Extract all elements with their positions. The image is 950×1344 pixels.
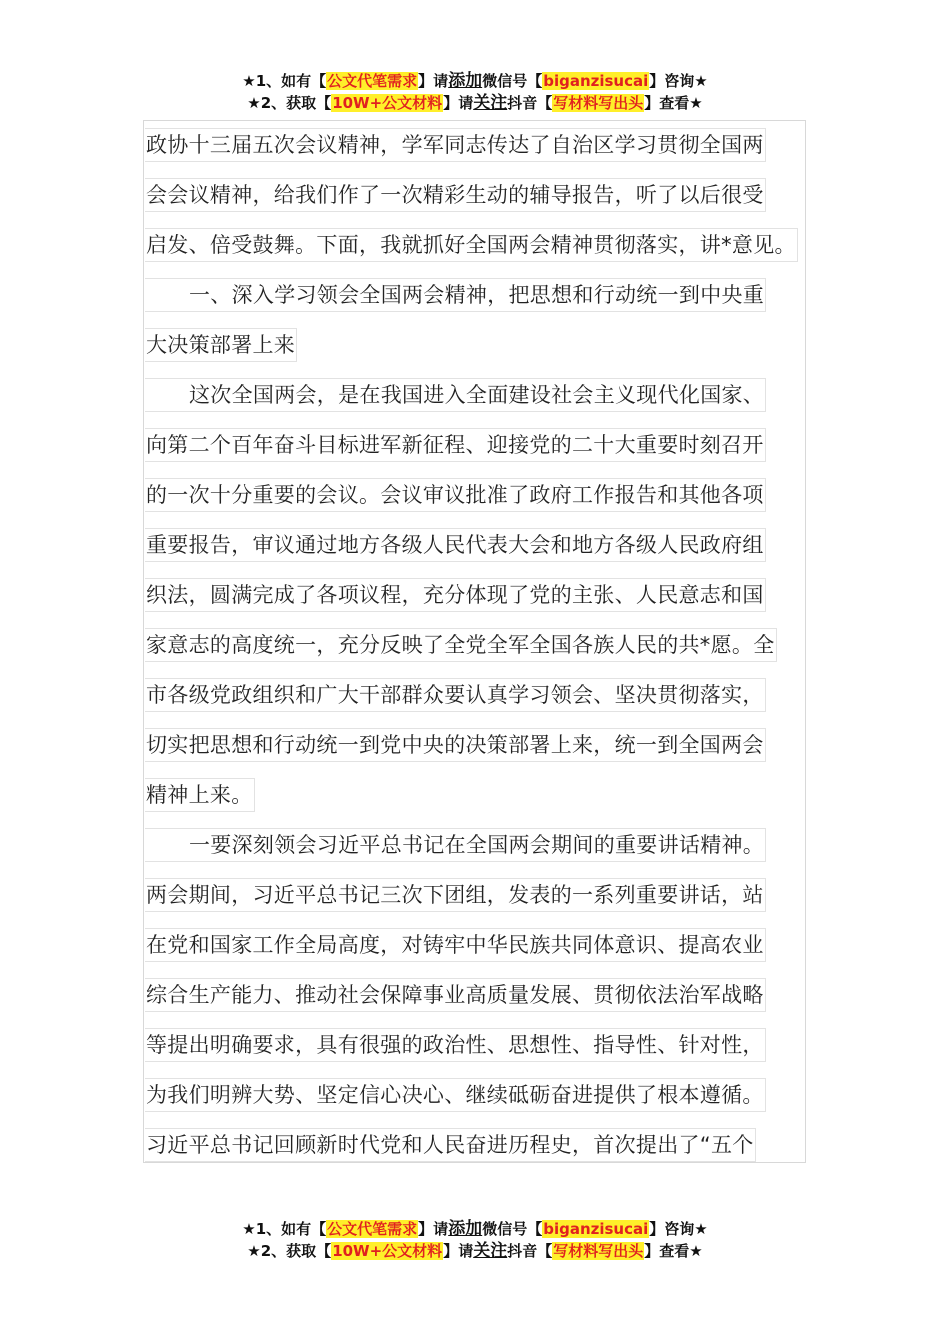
text-segment: 等提出明确要求，具有很强的政治性、思想性、指导性、针对性，: [145, 1028, 766, 1062]
banner-line-2: [0, 1240, 950, 1262]
text-segment: 切实把思想和行动统一到党中央的决策部署上来，统一到全国两会: [145, 728, 766, 762]
text-line: [145, 778, 835, 828]
banner-text: ★2、获取【: [247, 1242, 332, 1260]
banner-text: ★2、获取【: [247, 94, 332, 112]
text-segment: 在党和国家工作全局高度，对铸牢中华民族共同体意识、提高农业: [145, 928, 766, 962]
text-line: [145, 578, 835, 628]
text-segment: 综合生产能力、推动社会保障事业高质量发展、贯彻依法治军战略: [145, 978, 766, 1012]
text-segment: 习近平总书记回顾新时代党和人民奋进历程史，首次提出了“五个: [145, 1128, 756, 1162]
text-line: [145, 978, 835, 1028]
text-line: [145, 128, 835, 178]
document-body: [145, 128, 835, 1178]
text-segment: 为我们明辨大势、坚定信心决心、继续砥砺奋进提供了根本遵循。: [145, 1078, 766, 1112]
text-segment: 市各级党政组织和广大干部群众要认真学习领会、坚决贯彻落实，: [145, 678, 766, 712]
text-segment: 大决策部署上来: [145, 328, 297, 362]
text-segment: 启发、倍受鼓舞。下面，我就抓好全国两会精神贯彻落实，讲*意见。: [145, 228, 798, 262]
section-heading-line: [145, 278, 835, 328]
text-line: [145, 528, 835, 578]
text-segment: 两会期间，习近平总书记三次下团组，发表的一系列重要讲话，站: [145, 878, 766, 912]
text-segment: 一、深入学习领会全国两会精神，把思想和行动统一到中央重: [145, 278, 766, 312]
text-line: [145, 428, 835, 478]
banner-text: 】请: [418, 1220, 449, 1238]
text-line: [145, 178, 835, 228]
banner-line-1: [0, 1218, 950, 1240]
highlight-service: 公文代笔需求: [327, 1220, 418, 1238]
banner-text: ★1、如有【: [242, 1220, 327, 1238]
banner-text: 】查看★: [644, 1242, 703, 1260]
text-line: [145, 728, 835, 778]
banner-line-1: [0, 70, 950, 92]
text-line: [145, 628, 835, 678]
highlight-wechat-id: biganzisucai: [543, 1220, 649, 1238]
banner-line-2: [0, 92, 950, 114]
highlight-wechat-id: biganzisucai: [543, 72, 649, 90]
text-segment: 织法，圆满完成了各项议程，充分体现了党的主张、人民意志和国: [145, 578, 766, 612]
banner-text: 】请: [418, 72, 449, 90]
highlight-materials: 10W+公文材料: [332, 1242, 443, 1260]
text-line: [145, 378, 835, 428]
banner-text: 抖音【: [507, 94, 553, 112]
text-segment: 的一次十分重要的会议。会议审议批准了政府工作报告和其他各项: [145, 478, 766, 512]
text-segment: 会会议精神，给我们作了一次精彩生动的辅导报告，听了以后很受: [145, 178, 766, 212]
highlight-douyin-account: 写材料写出头: [553, 1242, 644, 1260]
emphasis-follow: 关注: [473, 93, 508, 113]
banner-text: 】咨询★: [649, 1220, 708, 1238]
text-line: [145, 928, 835, 978]
text-segment: 向第二个百年奋斗目标进军新征程、迎接党的二十大重要时刻召开: [145, 428, 766, 462]
emphasis-add: 添加: [448, 1219, 483, 1239]
emphasis-follow: 关注: [473, 1241, 508, 1261]
text-segment: 精神上来。: [145, 778, 255, 812]
text-line: [145, 1078, 835, 1128]
banner-text: 微信号【: [482, 1220, 543, 1238]
text-segment: 一要深刻领会习近平总书记在全国两会期间的重要讲话精神。: [145, 828, 766, 862]
text-segment: 政协十三届五次会议精神，学军同志传达了自治区学习贯彻全国两: [145, 128, 766, 162]
banner-text: 】查看★: [644, 94, 703, 112]
text-line: [145, 878, 835, 928]
banner-text: 微信号【: [482, 72, 543, 90]
text-line: [145, 678, 835, 728]
text-segment: 重要报告，审议通过地方各级人民代表大会和地方各级人民政府组: [145, 528, 766, 562]
text-line: [145, 478, 835, 528]
banner-text: 】请: [443, 94, 474, 112]
banner-text: ★1、如有【: [242, 72, 327, 90]
text-segment: 这次全国两会，是在我国进入全面建设社会主义现代化国家、: [145, 378, 766, 412]
highlight-douyin-account: 写材料写出头: [553, 94, 644, 112]
highlight-materials: 10W+公文材料: [332, 94, 443, 112]
banner-text: 抖音【: [507, 1242, 553, 1260]
section-heading-line: [145, 328, 835, 378]
text-line: [145, 828, 835, 878]
text-line: [145, 1128, 835, 1178]
highlight-service: 公文代笔需求: [327, 72, 418, 90]
text-line: [145, 228, 835, 278]
text-segment: 家意志的高度统一，充分反映了全党全军全国各族人民的共*愿。全: [145, 628, 777, 662]
header-banner: [0, 70, 950, 114]
footer-banner: [0, 1218, 950, 1262]
text-line: [145, 1028, 835, 1078]
banner-text: 】请: [443, 1242, 474, 1260]
emphasis-add: 添加: [448, 71, 483, 91]
banner-text: 】咨询★: [649, 72, 708, 90]
